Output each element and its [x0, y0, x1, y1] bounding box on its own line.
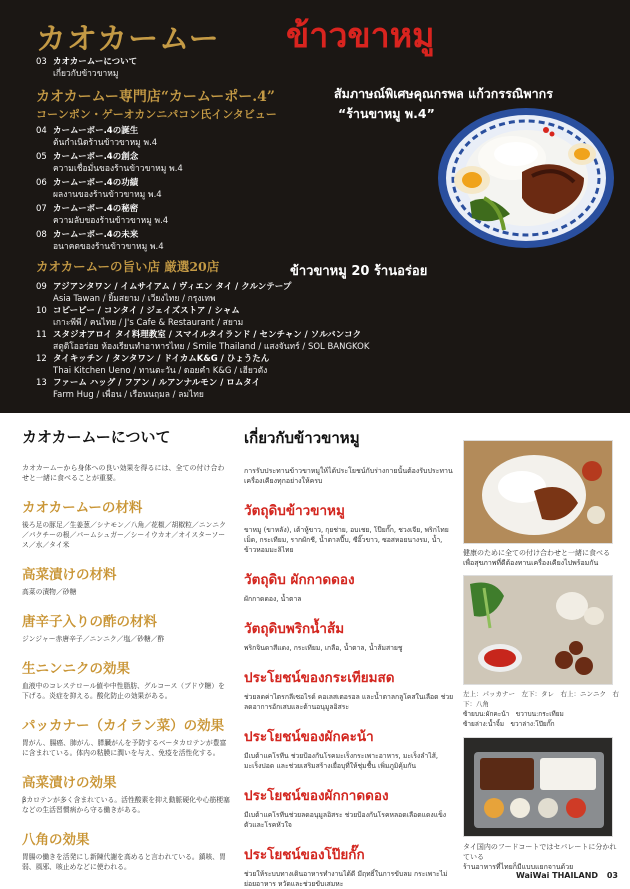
toc-title-th: ผลงานของร้านข้าวขาหมู พ.4 — [53, 190, 162, 200]
info-item-body: 高菜の漬物／砂糖 — [22, 588, 77, 596]
info-item-heading: 唐辛子入りの酢の材料 — [22, 614, 157, 630]
column-heading-ja: カオカームーについて — [22, 428, 171, 446]
toc-title-th: ความลับของร้านข้าวขาหมู พ.4 — [53, 216, 169, 226]
toc-page-number: 11 — [36, 330, 47, 340]
toc-title-th: อนาคตของร้านข้าวขาหมู พ.4 — [53, 242, 164, 252]
info-item-body: ช่วยลดค่าไตรกลีเซอไรด์ คอเลสเตอรอล และน้ำตาลกลูโคสในเลือด ช่วยลดอาการอักเสบและต้านอนุมูลอิสระ — [244, 693, 454, 711]
interview-line-2: “ร้านขาหมู พ.4” — [338, 106, 435, 121]
japanese-column — [22, 426, 230, 872]
section-title-restaurants: カオカームーの旨い店 厳選20店 — [36, 259, 220, 274]
toc-title-ja: カームーポー.4の創念 — [53, 152, 139, 162]
toc-page-number: 03 — [36, 57, 47, 67]
info-item-heading: ประโยชน์ของผักคะน้า — [244, 729, 374, 745]
toc-title-ja: タイキッチン / タンタワン / ドイカムK&G / ひょうたん — [53, 354, 270, 364]
toc-title-th: ความเชื่อมั่นของร้านข้าวขาหมู พ.4 — [53, 164, 183, 174]
photo-caption-1: 健康のために全ての付け合わせと一緒に食べる เพื่อสุขภาพที่ดีต้องทานเครื่องเคียงไปพร้อมกัน — [463, 549, 610, 567]
interview-line-1: สัมภาษณ์พิเศษคุณกรพล แก้วกรรณิพากร — [334, 86, 553, 101]
info-item — [244, 499, 454, 555]
toc-title-th: ต้นกำเนิดร้านข้าวขาหมู พ.4 — [53, 138, 158, 148]
info-item-heading: วัตถุดิบพริกน้ำส้ม — [244, 621, 345, 637]
info-item-heading: カオカームーの材料 — [22, 500, 143, 516]
plate-caption: ข้าวขาหมู 20 ร้านอร่อย — [290, 264, 428, 279]
info-item-heading: 八角の効果 — [22, 832, 90, 848]
toc-title-ja: カオカームーについて — [53, 57, 138, 67]
info-item — [244, 784, 454, 830]
title-japanese: カオカームー — [36, 22, 220, 57]
column-intro-ja: カオカームーから身体への良い効果を得るには、全ての付け合わせと一緒に食べることが重要。 — [22, 464, 225, 482]
toc-page-number: 07 — [36, 204, 47, 214]
ingredients-image — [464, 576, 613, 685]
info-item-heading: ประโยชน์ของกระเทียมสด — [244, 670, 395, 686]
photo-food-court-tray — [463, 737, 613, 837]
info-item — [22, 610, 230, 644]
toc-title-th: Thai Kitchen Ueno / ทานตะวัน / ดอยคำ K&G / เฮียวตัง — [53, 366, 268, 376]
info-item-body: มีเบต้าแคโรทีน ช่วยป้องกันโรคมะเร็งกระเพาะอาหาร, มะเร็งลำไส้, มะเร็งปอด และช่วยเสริมสร้างเยื่อบุที่ให้ชุ่มชื้น เพิ่มภูมิคุ้มกัน — [244, 752, 439, 770]
info-item-body: ช่วยให้ระบบทางเดินอาหารทำงานได้ดี มีฤทธิ์ในการขับลม กระเพาะไม่ย่อยอาหาร หวัดและช่วยขับเสมหะ — [244, 870, 448, 888]
toc-page-number: 10 — [36, 306, 47, 316]
info-item-body: 後ろ足の豚足／生姜葱／シナモン／八角／花椒／胡椒粒／ニンニク／パクチーの根／パームシュガー／シーイウカオ／オイスターソース／水／タイ米 — [22, 521, 226, 549]
toc-title-ja: スタジオアロイ タイ料理教室 / スマイルタイランド / センチャン / ソルバンコク — [53, 330, 362, 340]
info-item-body: ผักกาดดอง, น้ำตาล — [244, 595, 302, 603]
info-item — [22, 657, 230, 701]
info-item-heading: 高菜漬けの材料 — [22, 567, 117, 583]
toc-title-ja: カームーポー.4の誕生 — [53, 126, 139, 136]
info-item — [22, 828, 230, 872]
page-footer — [516, 871, 618, 880]
info-item — [244, 843, 454, 889]
photo-caption-3: タイ国内のフードコートではセパレートに分かれている ร้านอาหารที่ไทยก็มีแบบแยกจานด้วย — [463, 843, 617, 871]
info-item-heading: วัตถุดิบ ผักกาดดอง — [244, 572, 355, 588]
info-item-body: พริกจินดาสีแดง, กระเทียม, เกลือ, น้ำตาล, น้ำส้มสายชู — [244, 644, 403, 652]
toc-title-th: Asia Tawan / ยิ้มสยาม / เวียงไทย / กรุงเทพ — [53, 294, 216, 304]
section-subtitle-interview: コーンポン・ゲーオカンニパコン氏インタビュー — [36, 108, 277, 121]
photo-ingredients — [463, 575, 613, 685]
toc-title-th: Farm Hug / เพื่อน / เรือนนฤมล / ลมไทย — [53, 390, 204, 400]
info-item — [244, 617, 454, 653]
info-item — [22, 563, 230, 597]
info-item-body: มีเบต้าแคโรทีนช่วยลดอนุมูลอิสระ ช่วยป้องกันโรคหลอดเลือดแดงแข็งตัวและโรคหัวใจ — [244, 811, 447, 829]
toc-title-ja: カームーポー.4の功績 — [53, 178, 139, 188]
info-item-heading: วัตถุดิบข้าวขาหมู — [244, 503, 345, 519]
toc-title-ja: コピーピー / コンタイ / ジェイズストア / シャム — [53, 306, 240, 316]
info-item — [22, 771, 230, 815]
toc-page-number: 04 — [36, 126, 47, 136]
column-heading-th: เกี่ยวกับข้าวขาหมู — [244, 429, 360, 447]
info-item-body: 血液中のコレステロール値や中性脂肪、グルコース（ブドウ糖）を下げる。炎症を抑える。酸化防止の効果がある。 — [22, 682, 225, 700]
plate-with-sides-image — [464, 441, 613, 544]
page-number: 03 — [606, 871, 618, 880]
info-item-heading: パッカナー（カイラン菜）の効果 — [22, 718, 225, 734]
section-title-interview: カオカームー専門店“カームーポー.4” — [36, 89, 275, 105]
toc-title-ja: カームーポー.4の未来 — [53, 230, 139, 240]
thai-column — [244, 426, 454, 889]
info-item — [244, 666, 454, 712]
info-item — [244, 725, 454, 771]
food-court-tray-image — [464, 738, 613, 837]
info-item-heading: 生ニンニクの効果 — [22, 661, 130, 677]
toc-page-number: 06 — [36, 178, 47, 188]
toc-page-number: 08 — [36, 230, 47, 240]
info-item-body: ขาหมู (ขาหลัง), เต้าหู้ขาว, กุยช่าย, อบเชย, โป๊ยกั๊ก, ชวงเจีย, พริกไทยเม็ด, กระเทียม, รากผักชี, น้ำตาลปี๊บ, ซีอิ๊วขาว, ซอสหอยนางรม, น้ำ, ข้าวหอมมะลิไทย — [244, 526, 449, 554]
toc-page-number: 12 — [36, 354, 47, 364]
info-item-heading: ประโยชน์ของผักกาดดอง — [244, 788, 389, 804]
toc-title-th: เกาะพีพี / คนไทย / J's Cafe & Restaurant / สยาม — [53, 318, 244, 328]
info-item-heading: ประโยชน์ของโป๊ยกั๊ก — [244, 847, 365, 863]
info-item-body: 胃腸の働きを活発にし新陳代謝を高めると言われている。鎮咳、胃弱、風邪、咳止めなどに使われる。 — [22, 853, 226, 871]
info-item — [244, 568, 454, 604]
column-intro-th: การรับประทานข้าวขาหมูให้ได้ประโยชน์กับร่างกายนั้นต้องรับประทานเครื่องเคียงทุกอย่างให้ครบ — [244, 467, 453, 485]
cover-section — [0, 0, 630, 413]
khao-kha-moo-plate-image — [434, 102, 614, 250]
info-item-body: 胃がん、腸癌、肺がん、膵臓がんを予防するベータカロテンが豊富に含まれている。体内の粘膜に潤いを与え、免疫を活性化する。 — [22, 739, 227, 757]
toc-page-number: 13 — [36, 378, 47, 388]
toc-title-ja: カームーポー.4の秘密 — [53, 204, 139, 214]
info-item — [22, 496, 230, 550]
photo-caption-2: 左上：パッカナー 左下：タレ 右上：ニンニク 右下：八角 ซ้ายบน:ผักคะน้า ขวาบน:กระเทียม ซ้ายล่าง:น้ำจิ้ม ขวาล่าง:โป๊ยกั๊ก — [463, 690, 619, 728]
info-item-heading: 高菜漬けの効果 — [22, 775, 117, 791]
title-thai: ข้าวขาหมู — [286, 16, 435, 56]
photo-plate-with-sides — [463, 440, 613, 544]
info-item-body: ジンジャー赤唐辛子／ニンニク／塩／砂糖／酢 — [22, 635, 165, 643]
toc-title-th: สตูดิโออร่อย ห้องเรียนทำอาหารไทย / Smile Thailand / แสงจันทร์ / SOL BANGKOK — [53, 342, 370, 352]
magazine-brand: WaiWai THAILAND — [515, 871, 599, 880]
info-item-body: βカロテンが多く含まれている。活性酸素を抑え動脈硬化や心筋梗塞などの生活習慣病から守る働きがある。 — [22, 796, 230, 814]
toc-title-th: เกี่ยวกับข้าวขาหมู — [53, 69, 119, 79]
toc-title-ja: アジアンタワン / イムサイアム / ヴィエン タイ / クルンテープ — [53, 282, 292, 292]
toc-title-ja: ファーム ハッグ / フアン / ルアンナルモン / ロムタイ — [53, 378, 261, 388]
toc-page-number: 09 — [36, 282, 47, 292]
toc-page-number: 05 — [36, 152, 47, 162]
info-item — [22, 714, 230, 758]
